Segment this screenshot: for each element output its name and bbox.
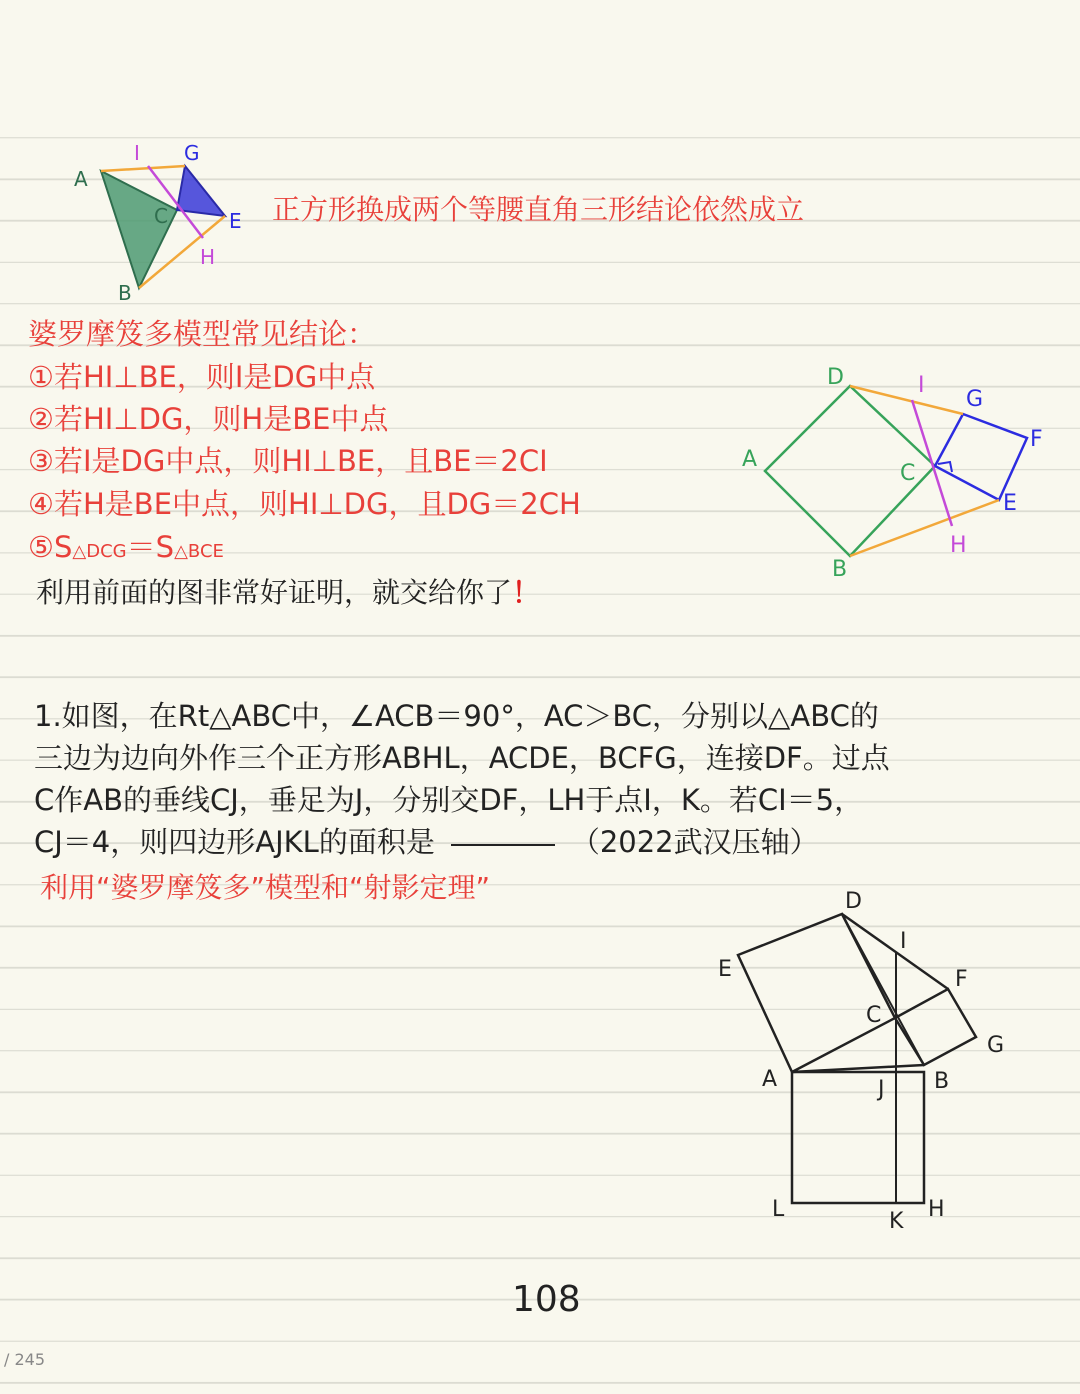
footer-text: 利用前面的图非常好证明，就交给你了 bbox=[36, 576, 513, 609]
triangle-cge-fill bbox=[177, 166, 225, 216]
figure-problem-diagram bbox=[710, 888, 1030, 1238]
label-g: G bbox=[966, 387, 984, 412]
label-b: B bbox=[934, 1069, 950, 1094]
label-e: E bbox=[229, 209, 242, 233]
label-c: C bbox=[154, 204, 168, 228]
item5-mid: ＝S bbox=[126, 530, 175, 564]
page-count-indicator: / 245 bbox=[4, 1350, 46, 1369]
label-f: F bbox=[1030, 427, 1043, 452]
figure-brahmagupta-squares bbox=[740, 366, 1060, 586]
conclusions-heading: 婆罗摩笈多模型常见结论： bbox=[28, 317, 377, 351]
problem-line-4-text: CJ＝4，则四边形AJKL的面积是 bbox=[34, 825, 435, 859]
square-cgfe bbox=[935, 414, 1027, 500]
problem-line-1: 1.如图，在Rt△ABC中，∠ACB＝90°，AC＞BC，分别以△ABC的 bbox=[34, 699, 879, 733]
label-c: C bbox=[866, 1003, 882, 1028]
label-f: F bbox=[955, 967, 968, 992]
label-c: C bbox=[900, 461, 916, 486]
problem-hint: 利用“婆罗摩笈多”模型和“射影定理” bbox=[40, 871, 491, 904]
label-h: H bbox=[950, 533, 967, 558]
item5-sub1: △DCG bbox=[72, 541, 127, 562]
conclusion-item-1: ①若HI⊥BE，则I是DG中点 bbox=[28, 360, 376, 394]
label-h: H bbox=[200, 245, 216, 269]
segment-dg bbox=[850, 386, 963, 414]
conclusion-item-2: ②若HI⊥DG，则H是BE中点 bbox=[28, 402, 389, 436]
label-e: E bbox=[718, 957, 732, 982]
item5-prefix: ⑤S bbox=[28, 530, 73, 564]
conclusion-item-3: ③若I是DG中点，则HI⊥BE，且BE＝2CI bbox=[28, 444, 548, 478]
conclusion-item-5 bbox=[28, 525, 224, 566]
conclusion-item-4: ④若H是BE中点，则HI⊥DG，且DG＝2CH bbox=[28, 487, 581, 521]
square-bcfg bbox=[895, 989, 976, 1065]
label-l: L bbox=[772, 1197, 785, 1222]
label-e: E bbox=[1003, 491, 1017, 516]
label-a: A bbox=[74, 167, 88, 191]
conclusions-footer bbox=[36, 571, 540, 611]
problem-line-4 bbox=[34, 820, 819, 861]
label-i: I bbox=[900, 929, 907, 954]
answer-blank[interactable] bbox=[451, 843, 555, 846]
segment-ag bbox=[101, 166, 185, 171]
label-h: H bbox=[928, 1197, 945, 1222]
label-b: B bbox=[832, 557, 848, 582]
problem-line-3: C作AB的垂线CJ，垂足为J，分别交DF，LH于点I，K。若CI＝5， bbox=[34, 783, 864, 817]
label-i: I bbox=[134, 141, 140, 165]
label-i: I bbox=[918, 373, 925, 398]
label-g: G bbox=[184, 141, 200, 165]
label-g: G bbox=[987, 1033, 1005, 1058]
label-b: B bbox=[118, 281, 132, 305]
segment-be bbox=[850, 500, 999, 556]
page-top-margin bbox=[0, 0, 1080, 136]
label-d: D bbox=[845, 889, 862, 914]
label-j: J bbox=[878, 1077, 885, 1102]
label-a: A bbox=[742, 447, 758, 472]
item5-sub2: △BCE bbox=[174, 541, 224, 562]
label-a: A bbox=[762, 1067, 778, 1092]
segment-dbline bbox=[842, 914, 924, 1065]
footer-exclamation: ！ bbox=[512, 576, 541, 609]
page-number: 108 bbox=[512, 1279, 581, 1320]
square-acde bbox=[738, 914, 895, 1072]
top-caption: 正方形换成两个等腰直角三形结论依然成立 bbox=[272, 193, 805, 226]
label-d: D bbox=[827, 365, 844, 390]
problem-line-2: 三边为边向外作三个正方形ABHL，ACDE，BCFG，连接DF。过点 bbox=[34, 741, 890, 775]
label-k: K bbox=[889, 1209, 904, 1234]
square-abhl bbox=[792, 1072, 924, 1203]
problem-source: （2022武汉压轴） bbox=[570, 825, 819, 859]
